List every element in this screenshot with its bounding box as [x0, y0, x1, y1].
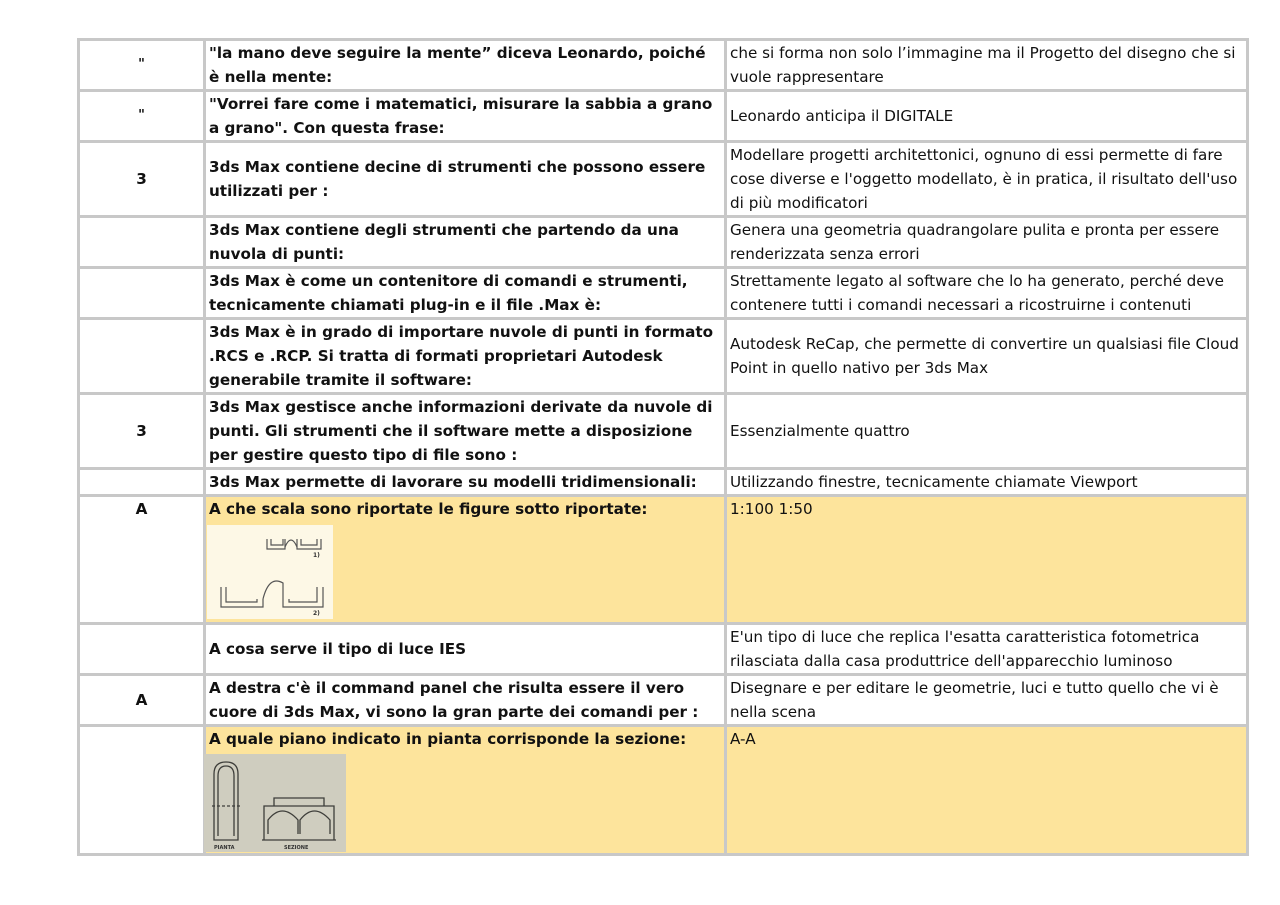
- row-mark: [79, 469, 205, 496]
- table-row: [79, 268, 1248, 319]
- answer-cell: Genera una geometria quadrangolare pulita e pronta per essere renderizzata senza errori: [726, 217, 1248, 268]
- table-row: [79, 319, 1248, 394]
- answer-cell: A-A: [726, 726, 1248, 855]
- question-cell: 3ds Max è come un contenitore di comandi e strumenti, tecnicamente chiamati plug-in e il file .Max è:: [205, 268, 726, 319]
- figure-label-1: 1): [313, 552, 320, 559]
- question-cell: A destra c'è il command panel che risulta essere il vero cuore di 3ds Max, vi sono la gran parte dei comandi per :: [205, 675, 726, 726]
- answer-cell: Strettamente legato al software che lo ha generato, perché deve contenere tutti i comandi necessari a ricostruirne i contenuti: [726, 268, 1248, 319]
- table-row: [79, 469, 1248, 496]
- question-cell: "Vorrei fare come i matematici, misurare la sabbia a grano a grano". Con questa frase:: [205, 91, 726, 142]
- quiz-table: [77, 38, 1249, 856]
- answer-cell: Utilizzando finestre, tecnicamente chiamate Viewport: [726, 469, 1248, 496]
- answer-cell: Autodesk ReCap, che permette di convertire un qualsiasi file Cloud Point in quello nativo per 3ds Max: [726, 319, 1248, 394]
- answer-cell: E'un tipo di luce che replica l'esatta caratteristica fotometrica rilasciata dalla casa produttrice dell'apparecchio luminoso: [726, 624, 1248, 675]
- table-row: [79, 217, 1248, 268]
- question-cell: 3ds Max contiene decine di strumenti che possono essere utilizzati per :: [205, 142, 726, 217]
- row-mark: 3: [79, 142, 205, 217]
- table-row: [79, 394, 1248, 469]
- row-mark: [79, 319, 205, 394]
- answer-cell: Modellare progetti architettonici, ognuno di essi permette di fare cose diverse e l'oggetto modellato, è in pratica, il risultato dell'uso di più modificatori: [726, 142, 1248, 217]
- answer-cell: 1:100 1:50: [726, 496, 1248, 624]
- question-cell: 3ds Max è in grado di importare nuvole di punti in formato .RCS e .RCP. Si tratta di formati proprietari Autodesk generabile tramite il software:: [205, 319, 726, 394]
- section-label: SEZIONE: [284, 845, 309, 851]
- question-cell: A cosa serve il tipo di luce IES: [205, 624, 726, 675]
- figure-label-2: 2): [313, 610, 320, 617]
- row-mark: [79, 217, 205, 268]
- question-cell: 3ds Max contiene degli strumenti che partendo da una nuvola di punti:: [205, 217, 726, 268]
- question-text: A che scala sono riportate le figure sotto riportate:: [209, 500, 648, 518]
- answer-cell: Leonardo anticipa il DIGITALE: [726, 91, 1248, 142]
- question-cell: 3ds Max gestisce anche informazioni derivate da nuvole di punti. Gli strumenti che il software mette a disposizione per gestire questo tipo di file sono :: [205, 394, 726, 469]
- answer-cell: Essenzialmente quattro: [726, 394, 1248, 469]
- row-mark: [79, 624, 205, 675]
- question-cell: [205, 726, 726, 855]
- plan-section-figure: [204, 754, 346, 852]
- row-mark: ": [79, 91, 205, 142]
- table-row: [79, 726, 1248, 855]
- answer-cell: che si forma non solo l’immagine ma il Progetto del disegno che si vuole rappresentare: [726, 40, 1248, 91]
- question-cell: "la mano deve seguire la mente” diceva Leonardo, poiché è nella mente:: [205, 40, 726, 91]
- table-row: [79, 624, 1248, 675]
- answer-cell: Disegnare e per editare le geometrie, luci e tutto quello che vi è nella scena: [726, 675, 1248, 726]
- table-row: [79, 91, 1248, 142]
- question-cell: 3ds Max permette di lavorare su modelli tridimensionali:: [205, 469, 726, 496]
- table-row: [79, 142, 1248, 217]
- row-mark: [79, 268, 205, 319]
- scale-drawing-figure: [207, 525, 333, 619]
- table-row: [79, 40, 1248, 91]
- row-mark: [79, 726, 205, 855]
- plan-label: PIANTA: [214, 845, 235, 851]
- row-mark: A: [79, 496, 205, 624]
- row-mark: A: [79, 675, 205, 726]
- question-cell: [205, 496, 726, 624]
- row-mark: ": [79, 40, 205, 91]
- row-mark: 3: [79, 394, 205, 469]
- question-text: A quale piano indicato in pianta corrisponde la sezione:: [209, 730, 687, 748]
- table-row: [79, 496, 1248, 624]
- table-row: [79, 675, 1248, 726]
